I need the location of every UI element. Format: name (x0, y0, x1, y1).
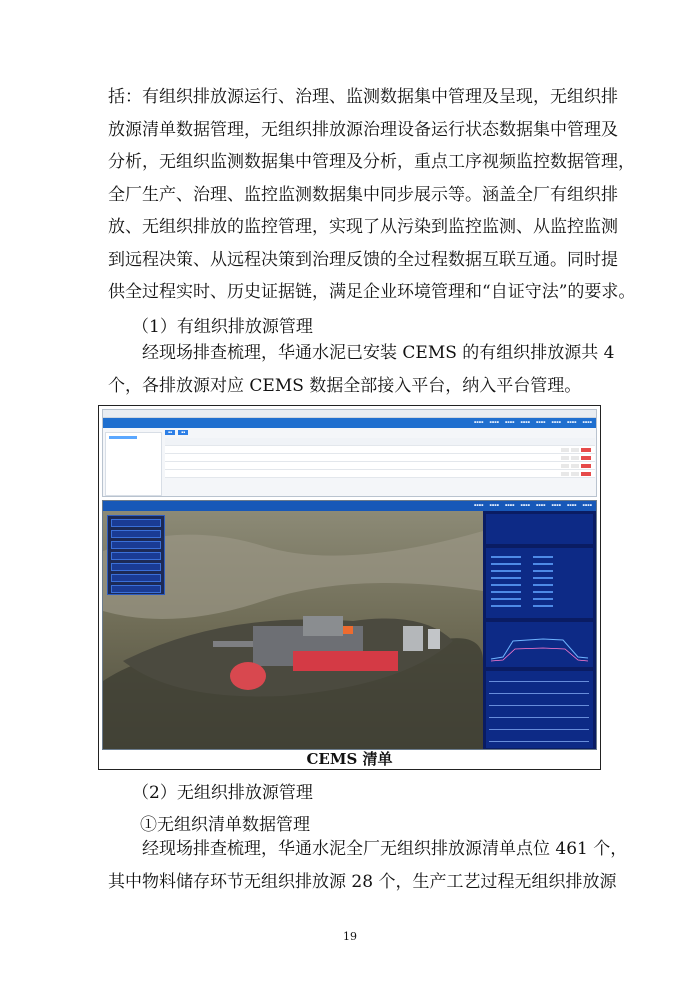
plant-3d-screenshot (102, 500, 597, 750)
text-line: 全厂生产、治理、监控监测数据集中同步展示等。涵盖全厂有组织排 (108, 184, 618, 205)
app-header: ▪▪▪▪ ▪▪▪▪ ▪▪▪▪ ▪▪▪▪ ▪▪▪▪ ▪▪▪▪ ▪▪▪▪ ▪▪▪▪ (103, 501, 596, 511)
text-line: 经现场排查梳理，华通水泥全厂无组织排放源清单点位 461 个， (142, 839, 628, 859)
cems-list-screenshot (102, 409, 597, 497)
section-heading-unorganized: （2）无组织排放源管理 (132, 783, 313, 803)
app-nav: ▪▪▪▪ ▪▪▪▪ ▪▪▪▪ ▪▪▪▪ ▪▪▪▪ ▪▪▪▪ ▪▪▪▪ ▪▪▪▪ (474, 420, 592, 424)
paragraph-cems (108, 337, 615, 402)
window-titlebar (103, 410, 596, 418)
table-row (165, 446, 595, 454)
text-line: 经现场排查梳理，华通水泥已安装 CEMS 的有组织排放源共 4 (142, 343, 615, 363)
text-line: 放源清单数据管理，无组织排放源治理设备运行状态数据集中管理及 (108, 119, 618, 140)
monitoring-side-panel (483, 511, 596, 750)
text-line: 供全过程实时、历史证据链，满足企业环境管理和“自证守法”的要求。 (108, 282, 636, 302)
table-row (165, 470, 595, 478)
subsection-heading-list: ①无组织清单数据管理 (140, 815, 310, 835)
table-row (165, 462, 595, 470)
text-line: 其中物料储存环节无组织排放源 28 个，生产工艺过程无组织排放源 (108, 871, 617, 892)
layer-control-panel (107, 515, 165, 595)
text-line: 分析，无组织监测数据集中管理及分析，重点工序视频监控数据管理， (108, 152, 635, 172)
text-line: 个，各排放源对应 CEMS 数据全部接入平台，纳入平台管理。 (108, 375, 582, 396)
paragraph-unorganized (108, 833, 628, 898)
text-line: 括：有组织排放源运行、治理、监测数据集中管理及呈现，无组织排 (108, 87, 618, 107)
figure-caption: CEMS 清单 (306, 750, 393, 768)
app-header (103, 418, 596, 428)
sidebar-tree (105, 432, 162, 496)
table-row (165, 454, 595, 462)
cems-table: ▪▪ ▪▪ (165, 430, 595, 478)
cems-figure (98, 405, 601, 770)
paragraph-intro (108, 81, 636, 309)
section-heading-organized: （1）有组织排放源管理 (132, 317, 313, 337)
text-line: 放、无组织排放的监控管理，实现了从污染到监控监测、从监控监测 (108, 217, 618, 237)
text-line: 到远程决策、从远程决策到治理反馈的全过程数据互联互通。同时提 (108, 249, 618, 270)
page-number: 19 (343, 930, 357, 943)
